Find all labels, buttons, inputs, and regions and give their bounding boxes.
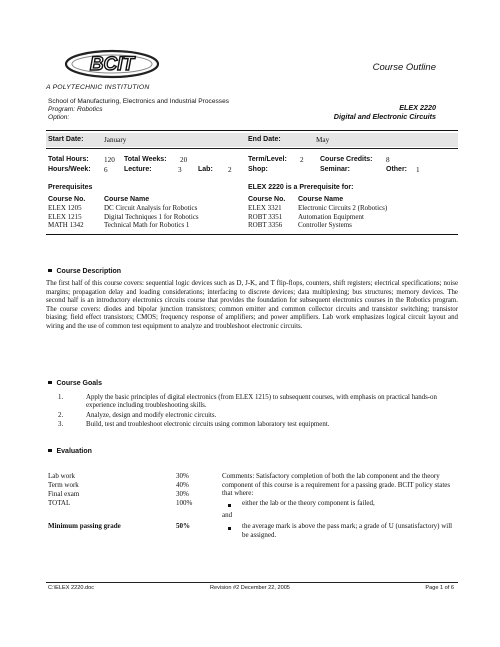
prereq-for-no: ELEX 3321 — [248, 204, 282, 213]
option-label: Option: — [48, 114, 70, 122]
goal-number: 1. — [58, 394, 64, 401]
evaluation-heading-text: Evaluation — [56, 448, 92, 455]
eval-label: Term work — [48, 481, 79, 489]
term-level-label: Term/Level: — [248, 156, 287, 163]
course-credits-label: Course Credits: — [320, 156, 373, 163]
goal-number: 2. — [58, 412, 64, 419]
goals-heading — [48, 380, 102, 387]
course-header — [334, 104, 436, 121]
table-row — [248, 204, 387, 212]
prereq-for-name: Controller Systems — [298, 221, 352, 230]
start-date-label: Start Date: — [48, 136, 84, 143]
bullet-icon — [228, 524, 231, 533]
shop-label: Shop: — [248, 166, 268, 173]
prerequisites-heading: Prerequisites — [48, 184, 93, 191]
eval-and: and — [222, 511, 233, 519]
goals-heading-text: Course Goals — [56, 380, 103, 387]
prereq-no: MATH 1342 — [48, 221, 84, 230]
end-date-value: May — [316, 136, 330, 144]
table-row — [248, 213, 387, 221]
program-name: Program: Robotics — [48, 106, 103, 114]
prereq-name: Technical Math for Robotics 1 — [104, 221, 190, 230]
total-hours-label: Total Hours: — [48, 156, 89, 163]
table-row — [48, 221, 199, 229]
table-row — [248, 221, 387, 229]
goal-text: Apply the basic principles of digital electronics (from ELEX 1215) to subsequent courses, with emphasis on practical hands-on experience including troubleshooting skills. — [86, 394, 437, 410]
description-heading — [48, 268, 121, 275]
eval-value: 30% — [176, 472, 189, 480]
bullet-icon — [48, 269, 52, 273]
description-heading-text: Course Description — [56, 268, 122, 275]
lab-value: 2 — [228, 166, 232, 174]
prereq-for-heading: ELEX 2220 is a Prerequisite for: — [248, 184, 354, 191]
bullet-icon — [228, 501, 231, 510]
goal-text: Build, test and troubleshoot electronic circuits using common laboratory test equipment. — [86, 421, 330, 428]
min-grade-label: Minimum passing grade — [48, 522, 121, 530]
prereq-for-no: ROBT 3351 — [248, 212, 283, 221]
lecture-value: 3 — [178, 166, 182, 174]
evaluation-heading — [48, 448, 92, 455]
prereq-no: ELEX 1205 — [48, 204, 82, 213]
other-value: 1 — [416, 166, 420, 174]
goal-text: Analyze, design and modify electronic circuits. — [86, 412, 217, 419]
start-date-value: January — [104, 136, 127, 144]
hours-week-label: Hours/Week: — [48, 166, 91, 173]
eval-comments: Comments: Satisfactory completion of both the lab component and the theory component of this course is a requirement for a passing grade. BCIT policy states that where: — [222, 472, 451, 498]
description-text: The first half of this course covers: sequential logic devices such as D, J-K, and T flip-flops, counters, shift registers; electrical specifications; noise margins; propagation delay and loading considerations; interfacing to discrete devices; data multiplexing; bus structures; memory devices. The second half is an introductory electronics circuits course that provides the foundation for subsequent electronics courses in the Robotics program. The course covers: diodes and bipolar junction transistors; common emitter and common collector circuits and transistor switching; transistor biasing; field effect transistors; CMOS; frequency response of amplifiers; and power amplifiers. Lab work emphasizes logical circuit layout and wiring and the use of common test equipment to analyze and troubleshoot electronic circuits. — [46, 280, 458, 330]
prereq-col-no: Course No. — [48, 196, 86, 203]
prereq-for-no: ROBT 3356 — [248, 221, 283, 230]
bcit-logo-graphic — [62, 40, 162, 86]
course-name: Digital and Electronic Circuits — [333, 111, 436, 121]
lecture-label: Lecture: — [124, 166, 152, 173]
table-row — [48, 213, 199, 221]
prereq-divider — [46, 234, 458, 235]
term-level-value: 2 — [300, 156, 304, 164]
prereq-col-name: Course Name — [104, 196, 150, 203]
prereq-no: ELEX 1215 — [48, 212, 82, 221]
doc-title: Course Outline — [372, 62, 436, 73]
bullet-icon — [48, 381, 52, 385]
eval-bullet-1: either the lab or the theory component is failed, — [242, 499, 375, 507]
total-weeks-label: Total Weeks: — [124, 156, 167, 163]
total-weeks-value: 20 — [180, 156, 188, 164]
course-credits-value: 8 — [386, 156, 390, 164]
table-row — [48, 204, 199, 212]
header-divider — [46, 130, 458, 131]
eval-value: 40% — [176, 481, 189, 489]
eval-value: 30% — [176, 490, 189, 498]
footer-revision: Revision #2 December 22, 2005 — [210, 585, 290, 591]
lab-label: Lab: — [198, 166, 213, 173]
end-date-label: End Date: — [248, 136, 281, 143]
other-label: Other: — [386, 166, 407, 173]
eval-label: TOTAL — [48, 499, 71, 507]
school-name: School of Manufacturing, Electronics and Industrial Processes — [48, 98, 230, 105]
school-block — [48, 98, 229, 123]
prereq-name: Digital Techniques 1 for Robotics — [104, 212, 199, 221]
footer-divider — [46, 582, 458, 583]
prereq-for-col-no: Course No. — [248, 196, 286, 203]
footer-page: Page 1 of 6 — [425, 585, 454, 591]
bullet-icon — [48, 449, 52, 453]
institution-tagline: A POLYTECHNIC INSTITUTION — [46, 84, 150, 91]
eval-value: 100% — [176, 499, 193, 507]
prereq-for-col-name: Course Name — [298, 196, 344, 203]
min-grade-value: 50% — [176, 522, 190, 530]
total-hours-value: 120 — [104, 156, 115, 164]
prereq-name: DC Circuit Analysis for Robotics — [104, 204, 198, 213]
eval-label: Lab work — [48, 472, 76, 480]
eval-label: Final exam — [48, 490, 80, 498]
prereq-for-name: Automation Equipment — [298, 212, 364, 221]
goal-number: 3. — [58, 421, 64, 428]
svg-text:BCIT: BCIT — [89, 54, 135, 75]
prerequisites-table — [48, 196, 199, 230]
hours-week-value: 6 — [104, 166, 108, 174]
footer-file: C:\ELEX 2220.doc — [48, 585, 95, 591]
dates-divider — [46, 148, 458, 149]
prereq-for-table — [248, 196, 387, 230]
seminar-label: Seminar: — [320, 166, 350, 173]
prereq-for-name: Electronic Circuits 2 (Robotics) — [298, 204, 388, 213]
eval-bullet-2: the average mark is above the pass mark; a grade of U (unsatisfactory) will be assigned. — [242, 522, 453, 539]
bcit-logo — [62, 40, 162, 86]
course-code: ELEX 2220 — [399, 103, 436, 112]
